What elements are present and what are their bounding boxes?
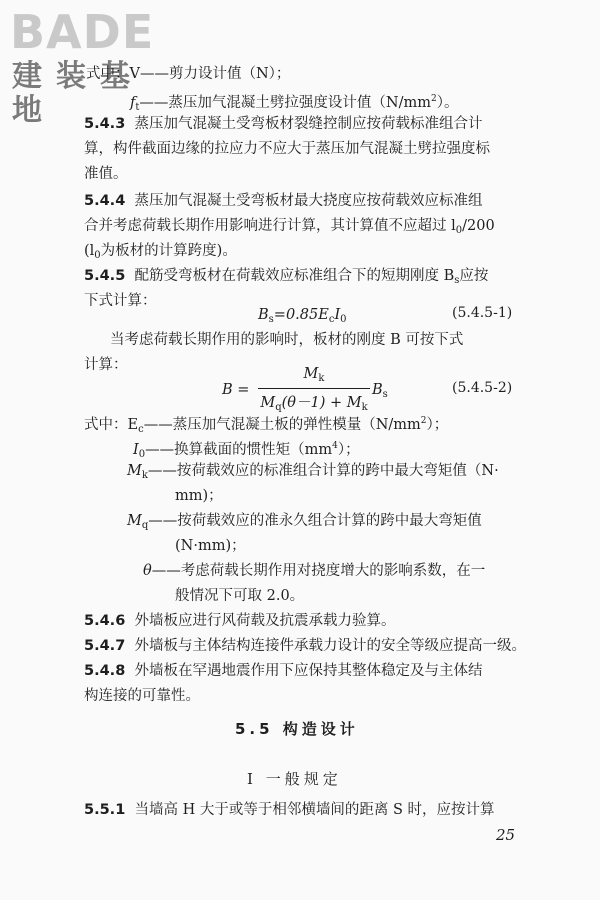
clause-5-5-1: 5.5.1 当墙高 H 大于或等于相邻横墙间的距离 S 时，应按计算 — [84, 802, 495, 818]
clause-5-4-4: 5.4.4 蒸压加气混凝土受弯板材最大挠度应按荷载效应标准组 — [84, 193, 483, 209]
paragraph-line: ($l_0$为板材的计算跨度)。 — [84, 243, 237, 261]
clause-5-4-8: 5.4.8 外墙板在罕遇地震作用下应保持其整体稳定及与主体结 — [84, 663, 483, 679]
subsection-heading: Ⅰ 一般规定 — [247, 770, 342, 788]
equation-lhs: B = — [222, 382, 250, 398]
page-number: 25 — [496, 826, 516, 844]
fraction-denominator: $M_q(\theta-1) + M_k$ — [260, 395, 368, 413]
definition-line: $M_k——$按荷载效应的标准组合计算的跨中最大弯矩值（N· — [127, 463, 499, 481]
definition-line: $M_q——$按荷载效应的准永久组合计算的跨中最大弯矩值 — [127, 513, 482, 531]
fraction-bar — [258, 388, 370, 389]
watermark-logo — [10, 5, 180, 128]
fraction-numerator: $M_k$ — [303, 366, 325, 384]
definition-line: 般情况下可取 2.0。 — [175, 588, 305, 604]
paragraph-line: 构连接的可靠性。 — [84, 688, 200, 704]
paragraph-line: 合并考虑荷载长期作用影响进行计算，其计算值不应超过 $l_0/200$ — [84, 218, 495, 236]
paragraph-line: 准值。 — [84, 166, 128, 182]
equation-number: (5.4.5-2) — [452, 380, 513, 396]
clause-5-4-6: 5.4.6 外墙板应进行风荷载及抗震承载力验算。 — [84, 613, 396, 629]
logo-word: BADE — [10, 5, 155, 59]
logo-subtitle: 建装基地 — [12, 59, 144, 128]
definition-line: 式中：$E_c——$蒸压加气混凝土板的弹性模量$(N/mm^2)$； — [84, 416, 449, 435]
paragraph-line: 下式计算： — [84, 293, 157, 309]
paragraph-line: 当考虑荷载长期作用的影响时，板材的刚度 B 可按下式 — [110, 332, 464, 348]
paragraph-line: 算，构件截面边缘的拉应力不应大于蒸压加气混凝土劈拉强度标 — [84, 141, 490, 157]
paragraph-line: 计算： — [84, 357, 128, 373]
clause-5-4-7: 5.4.7 外墙板与主体结构连接件承载力设计的安全等级应提高一级。 — [84, 638, 527, 654]
clause-5-4-5: 5.4.5 配筋受弯板材在荷载效应标准组合下的短期刚度 $B_s$应按 — [84, 268, 489, 286]
definition-line: mm)； — [175, 488, 223, 504]
clause-5-4-3: 5.4.3 蒸压加气混凝土受弯板材裂缝控制应按荷载标准组合计 — [84, 116, 483, 132]
section-heading: 5.5 构造设计 — [235, 720, 359, 738]
definition-line: 式中：V——剪力设计值（N）； — [86, 66, 291, 82]
definition-line: $I_0——$换算截面的惯性矩$(mm^4)$； — [133, 441, 360, 460]
equation-number: (5.4.5-1) — [452, 305, 513, 321]
equation-5-4-5-1: $B_s=0.85E_cI_0$ — [258, 307, 347, 325]
equation-rhs: $B_s$ — [372, 382, 388, 400]
definition-line: (N·mm)； — [175, 538, 246, 554]
definition-line: $f_t——$蒸压加气混凝土劈拉强度设计值$(N/mm^2)$。 — [130, 94, 459, 113]
definition-line: θ——考虑荷载长期作用对挠度增大的影响系数，在一 — [143, 563, 486, 579]
